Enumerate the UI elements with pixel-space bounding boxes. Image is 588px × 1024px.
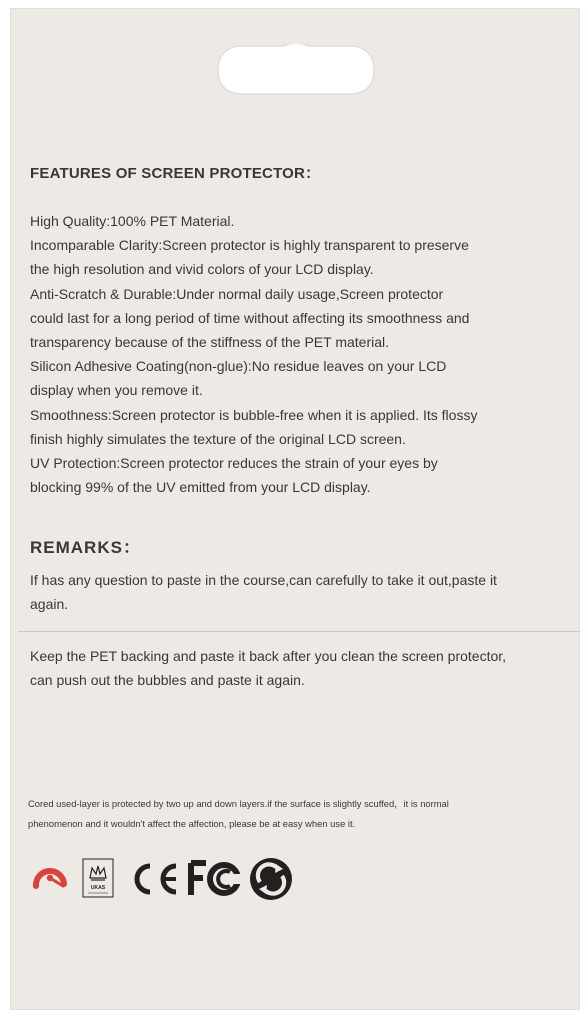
feature-line: the high resolution and vivid colors of your LCD display. [30,261,374,278]
main-content [30,162,570,692]
note-line: phenomenon and it wouldn't affect the affection, please be at easy when use it. [28,818,356,829]
remark-line: again. [30,596,69,613]
fcc-mark-icon [188,860,244,898]
ce-mark-icon [126,860,182,898]
remark-line: Keep the PET backing and paste it back after you clean the screen protector, [30,648,507,665]
certification-logos [30,856,330,906]
ukas-label: UKAS [90,885,106,891]
features-list [30,209,570,499]
features-title: FEATURES OF SCREEN PROTECTOR： [30,165,321,182]
note-line: Cored used-layer is protected by two up and down layers.if the surface is slightly scuffed，it is normal [28,798,449,809]
ukas-crown-icon [82,858,116,902]
feature-line: Anti-Scratch & Durable:Under normal daily usage,Screen protector [30,285,444,302]
feature-line: transparency because of the stiffness of the PET material. [30,334,390,351]
feature-line: High Quality:100% PET Material. [30,213,235,229]
divider [18,631,580,632]
feature-line: Smoothness:Screen protector is bubble-free when it is applied. Its flossy [30,406,478,423]
remarks-title: REMARKS： [30,538,141,558]
recycle-icon [248,856,294,902]
feature-line: Silicon Adhesive Coating(non-glue):No residue leaves on your LCD [30,358,447,375]
hang-hole [216,44,376,96]
feature-line: Incomparable Clarity:Screen protector is highly transparent to preserve [30,237,469,254]
rohs-swirl-icon [30,860,72,894]
remark-paragraph-1 [30,568,570,616]
feature-line: blocking 99% of the UV emitted from your LCD display. [30,479,371,496]
remark-paragraph-2 [30,644,570,692]
remark-line: can push out the bubbles and paste it again. [30,672,305,689]
feature-line: display when you remove it. [30,382,203,399]
fine-print-note [28,794,568,834]
feature-line: finish highly simulates the texture of the original LCD screen. [30,430,406,447]
package-back-card [10,8,580,1010]
remark-line: If has any question to paste in the course,can carefully to take it out,paste it [30,572,497,589]
feature-line: could last for a long period of time without affecting its smoothness and [30,309,470,326]
feature-line: UV Protection:Screen protector reduces the strain of your eyes by [30,455,438,472]
